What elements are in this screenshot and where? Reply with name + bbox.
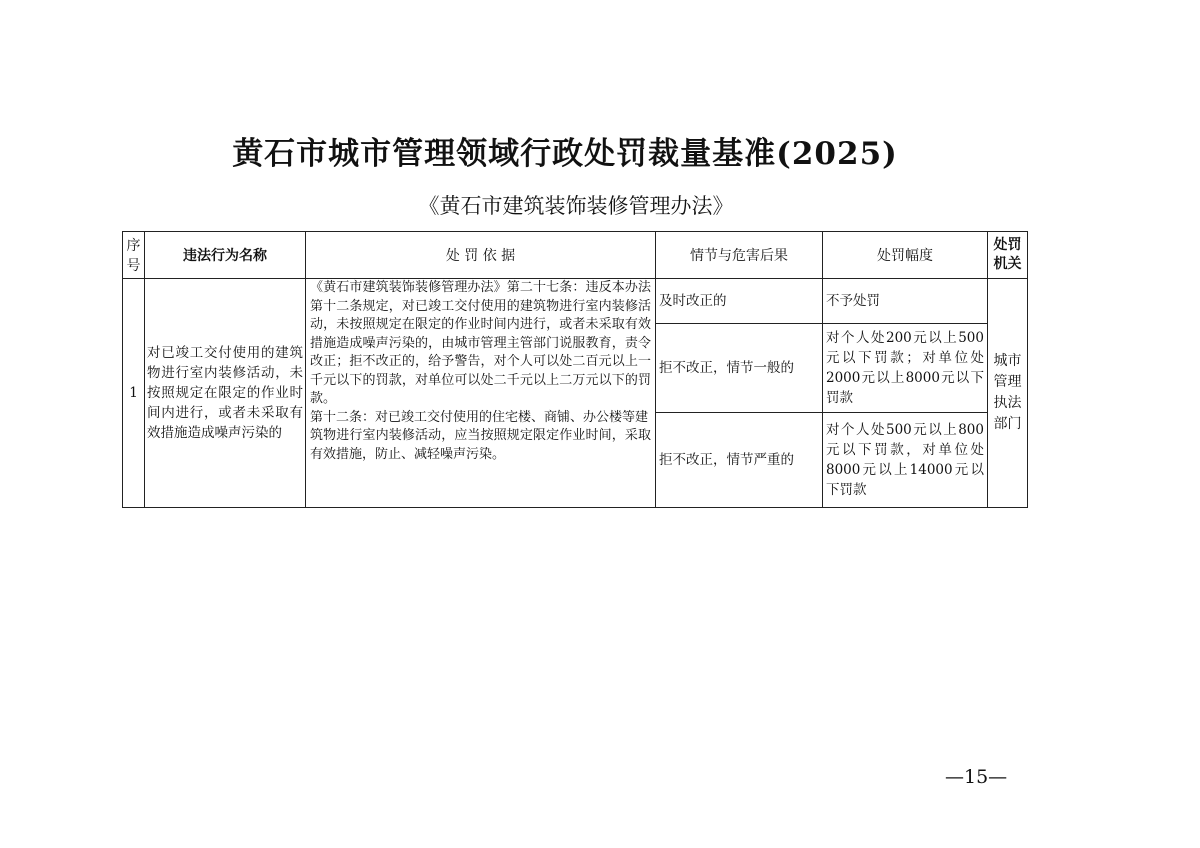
row-seq: 1 bbox=[123, 279, 145, 508]
penalty-authority: 城市 管理 执法 部门 bbox=[988, 279, 1028, 508]
regulation-subtitle: 《黄石市建筑装饰装修管理办法》 bbox=[418, 194, 734, 218]
penalty-basis bbox=[306, 279, 656, 508]
circumstance-level-3: 拒不改正，情节严重的 bbox=[656, 413, 823, 508]
circumstance-level-1: 及时改正的 bbox=[656, 279, 823, 324]
page-number: —15— bbox=[945, 766, 1008, 788]
penalty-level-2: 对个人处200元以上500元以下罚款；对单位处2000元以上8000元以下罚款 bbox=[823, 324, 988, 413]
header-authority: 处罚 机关 bbox=[988, 232, 1028, 279]
penalty-level-1: 不予处罚 bbox=[823, 279, 988, 324]
penalty-level-3: 对个人处500元以上800元以下罚款，对单位处8000元以上14000元以下罚款 bbox=[823, 413, 988, 508]
header-penalty: 处罚幅度 bbox=[823, 232, 988, 279]
basis-article-27: 《黄石市建筑装饰装修管理办法》第二十七条：违反本办法第十二条规定，对已竣工交付使用的建筑物进行室内装修活动，未按照规定在限定的作业时间内进行，或者未采取有效措施造成噪声污染的，由城市管理主管部门说服教育，责令改正；拒不改正的，给予警告，对个人可以处二百元以上一千元以下的罚款，对单位可以处二千元以上二万元以下的罚款。 bbox=[310, 280, 651, 406]
header-basis: 处 罚 依 据 bbox=[306, 232, 656, 279]
header-violation: 违法行为名称 bbox=[145, 232, 306, 279]
basis-article-12-part1: 第十二条：对已竣工交付使用的住宅楼、商铺、办公楼等建 bbox=[310, 409, 649, 425]
circumstance-level-2: 拒不改正，情节一般的 bbox=[656, 324, 823, 413]
header-circumstance: 情节与危害后果 bbox=[656, 232, 823, 279]
header-seq: 序 号 bbox=[123, 232, 145, 279]
page-title: 黄石市城市管理领域行政处罚裁量基准(2025) bbox=[232, 136, 898, 172]
basis-article-12-part2: 筑物进行室内装修活动，应当按照规定限定作业时间，采取有效措施，防止、减轻噪声污染。 bbox=[310, 428, 651, 462]
table-header-row bbox=[123, 232, 1028, 279]
penalty-standard-table bbox=[122, 231, 1028, 508]
violation-name: 对已竣工交付使用的建筑物进行室内装修活动，未按照规定在限定的作业时间内进行，或者未采取有效措施造成噪声污染的 bbox=[145, 279, 306, 508]
table-row bbox=[123, 279, 1028, 324]
